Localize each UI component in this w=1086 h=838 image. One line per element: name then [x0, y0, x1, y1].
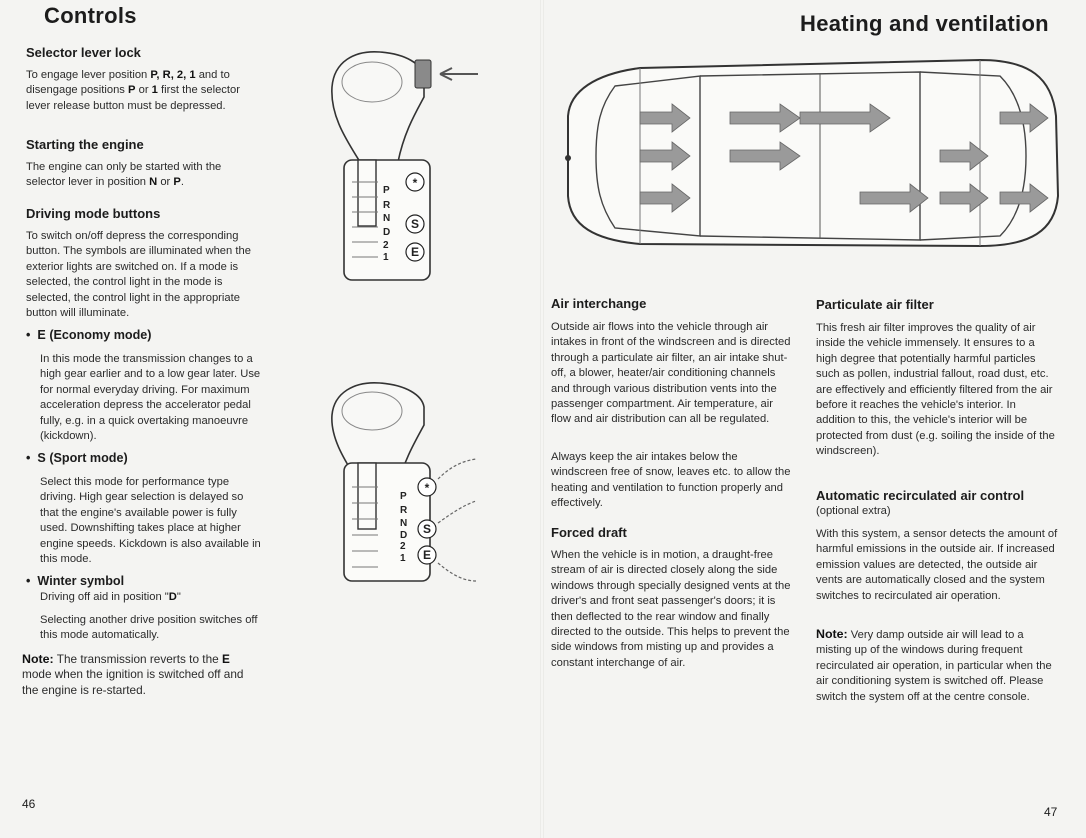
economy-symbol-icon: E	[410, 245, 420, 259]
left-note: Note: The transmission reverts to the E mode when the ignition is switched off and the engine is re-started.	[22, 652, 244, 697]
economy-symbol-icon: E	[422, 548, 432, 562]
winter-symbol-icon: *	[412, 176, 418, 190]
recirculated-air-heading: Automatic recirculated air control	[816, 488, 1025, 503]
winter-symbol-text-2: Selecting another drive position switches off this mode automatically.	[40, 614, 258, 642]
starting-engine-text: The engine can only be started with the selector lever in position N or P.	[26, 161, 222, 189]
forced-draft-heading: Forced draft	[551, 525, 627, 540]
gear-label: 1	[383, 252, 389, 263]
gear-label: P	[383, 185, 390, 196]
gear-label: N	[383, 213, 391, 224]
driving-mode-text: To switch on/off depress the corresponding button. The symbols are illuminated when the exterior lights are switched on. If a mode is selected, the control light in the mode is selected, the control light in the appropriate button will illuminate.	[26, 230, 251, 320]
selector-lever-diagram-top	[320, 42, 490, 287]
air-interchange-heading: Air interchange	[551, 296, 647, 311]
gear-label: P	[400, 491, 407, 502]
forced-draft-text: When the vehicle is in motion, a draught-free stream of air is directed closely along the side windows through specially designed vents at the driver's and front seat passenger's doors; it is then deflected to the rear window and finally directed to the outside. This helps to prevent the side windows from misting up and provides a constant interchange of air.	[551, 549, 791, 669]
gear-label: D	[400, 530, 408, 541]
gear-label: R	[400, 505, 408, 516]
sport-symbol-icon: S	[410, 217, 420, 231]
selector-lever-heading: Selector lever lock	[26, 45, 141, 60]
right-note: Note: Very damp outside air will lead to a misting up of the windows during frequent recirculated air operation, in particular when the air conditioning system is switched off. Please switch the system off at the centre console.	[816, 627, 1052, 703]
driving-mode-heading: Driving mode buttons	[26, 206, 161, 221]
gear-label: N	[400, 518, 408, 529]
sport-mode-heading: • S (Sport mode)	[26, 451, 128, 465]
air-interchange-text: Outside air flows into the vehicle through air intakes in front of the windscreen and is directed through a particulate air filter, an air intake shut-off, a blower, heater/air conditioning channels and through various distribution vents into the passenger compartment. Air temperature, air flow and air distribution can all be regulated.	[551, 321, 791, 426]
page-spine	[540, 0, 544, 838]
page-number-left: 46	[22, 797, 36, 811]
winter-symbol-icon: *	[424, 481, 430, 495]
gear-label: 2	[400, 541, 406, 552]
gear-label: D	[383, 227, 391, 238]
economy-mode-text: In this mode the transmission changes to a high gear earlier and to a low gear later. Use for normal everyday driving. For maximum acceleration depress the accelerator pedal fully, e.g. in a quick overtaking manoeuvre (kickdown).	[40, 353, 261, 443]
air-interchange-text-2: Always keep the air intakes below the windscreen free of snow, leaves etc. to allow the heating and ventilation to function properly and effectively.	[551, 451, 791, 510]
recirculated-air-subheading: (optional extra)	[816, 505, 891, 517]
sport-symbol-icon: S	[422, 522, 432, 536]
selector-lever-text: To engage lever position P, R, 2, 1 and to disengage positions P or 1 first the selector lever release button must be depressed.	[26, 69, 240, 112]
sport-mode-text: Select this mode for performance type driving. High gear selection is delayed so that the engine's available power is fully used. Downshifting takes place at higher engine speeds. Kickdown is also available in this mode.	[40, 476, 261, 566]
starting-engine-heading: Starting the engine	[26, 137, 144, 152]
car-ventilation-diagram	[560, 46, 1065, 271]
left-page-header: Controls	[44, 3, 137, 28]
right-page-header: Heating and ventilation	[800, 11, 1049, 36]
economy-mode-heading: • E (Economy mode)	[26, 328, 152, 342]
selector-lever-diagram-bottom	[320, 375, 490, 590]
winter-symbol-text: Driving off aid in position "D"	[40, 591, 181, 603]
particulate-filter-heading: Particulate air filter	[816, 297, 934, 312]
page-number-right: 47	[1044, 805, 1058, 819]
gear-label: R	[383, 200, 391, 211]
gear-label: 1	[400, 553, 406, 564]
winter-symbol-heading: • Winter symbol	[26, 574, 125, 588]
particulate-filter-text: This fresh air filter improves the quality of air inside the vehicle immensely. It ensures to a high degree that potentially harmful particles such as pollen, industrial fallout, road dust, etc. are effectively and efficiently filtered from the air before it reaches the vehicle's interior. In addition to this, the vehicle's interior will be protected from dust (e.g. soiling the inside of the windscreen).	[816, 322, 1055, 458]
recirculated-air-text: With this system, a sensor detects the amount of harmful emissions in the outside air. If increased emission values are detected, the outside air vents are automatically closed and the system switches to recirculated air operation.	[816, 528, 1058, 602]
gear-label: 2	[383, 240, 389, 251]
